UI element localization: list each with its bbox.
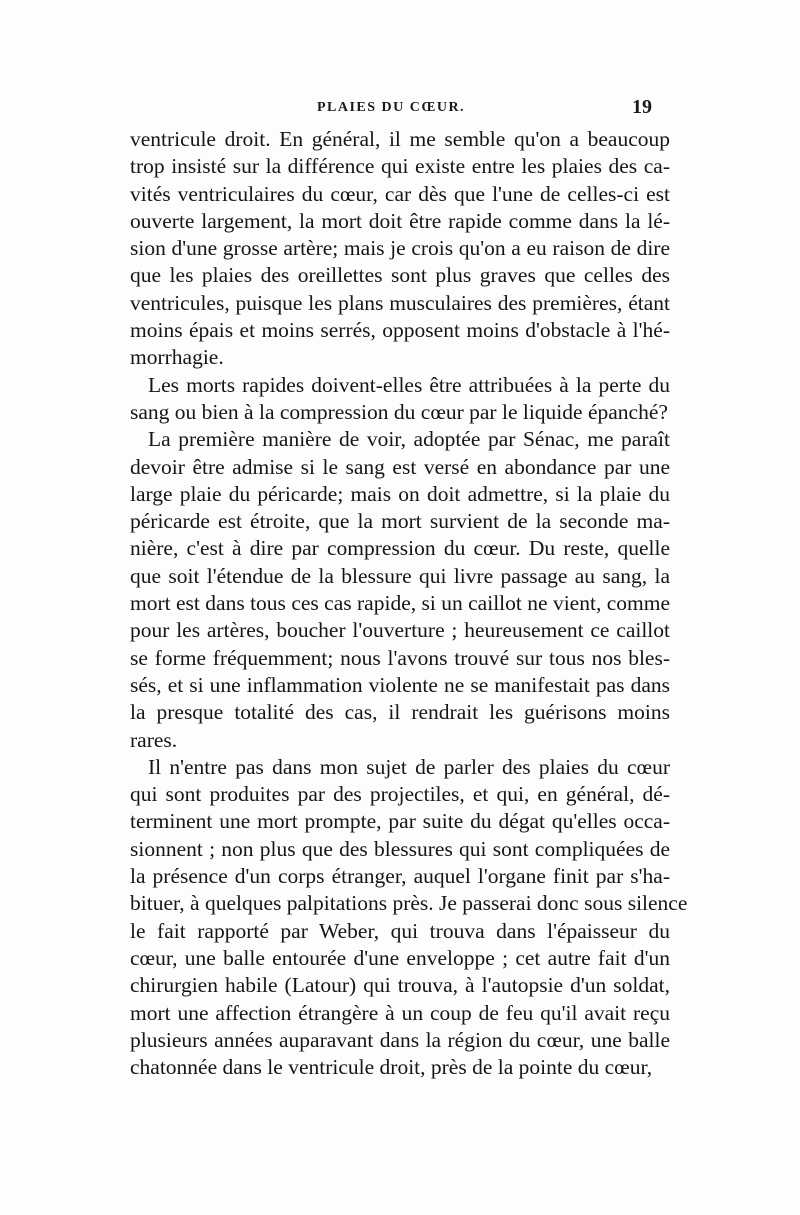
- body-text: [130, 126, 688, 1081]
- paragraph: [130, 426, 670, 754]
- text-line: que soit l'étendue de la blessure qui livre passage au sang, la: [130, 563, 670, 588]
- text-line: Les morts rapides doivent-elles être attribuées à la perte du: [148, 372, 670, 397]
- text-line: terminent une mort prompte, par suite du dégat qu'elles occa-: [130, 809, 670, 834]
- text-line: mort est dans tous ces cas rapide, si un caillot ne vient, comme: [130, 591, 670, 616]
- text-line: trop insisté sur la différence qui existe entre les plaies des ca-: [130, 154, 670, 179]
- text-line: ouverte largement, la mort doit être rapide comme dans la lé-: [130, 208, 670, 233]
- text-line: ventricule droit. En général, il me semble qu'on a beaucoup: [130, 127, 670, 151]
- text-line: bituer, à quelques palpitations près. Je passerai donc sous silence: [130, 891, 688, 916]
- text-line: plusieurs années auparavant dans la région du cœur, une balle: [130, 1027, 670, 1052]
- page-number: 19: [632, 96, 652, 118]
- text-line: La première manière de voir, adoptée par Sénac, me paraît: [148, 427, 670, 452]
- text-line: nière, c'est à dire par compression du cœur. Du reste, quelle: [130, 536, 670, 561]
- paragraph: [130, 754, 688, 1082]
- text-line: moins épais et moins serrés, opposent moins d'obstacle à l'hé-: [130, 318, 670, 343]
- text-line: Il n'entre pas dans mon sujet de parler des plaies du cœur: [148, 754, 670, 779]
- text-line: rares.: [130, 727, 178, 752]
- text-line: qui sont produites par des projectiles, et qui, en général, dé-: [130, 782, 670, 807]
- text-line: sionnent ; non plus que des blessures qui sont compliquées de: [130, 836, 670, 861]
- paragraph: [130, 126, 670, 372]
- text-line: devoir être admise si le sang est versé en abondance par une: [130, 454, 670, 479]
- text-line: la présence d'un corps étranger, auquel l'organe finit par s'ha-: [130, 864, 670, 889]
- paragraph: [130, 372, 670, 427]
- text-line: cœur, une balle entourée d'une enveloppe ; cet autre fait d'un: [130, 945, 670, 970]
- page-header: [130, 96, 652, 120]
- text-line: sés, et si une inflammation violente ne se manifestait pas dans: [130, 672, 670, 697]
- text-line: chatonnée dans le ventricule droit, près de la pointe du cœur,: [130, 1055, 653, 1080]
- text-line: mort une affection étrangère à un coup de feu qu'il avait reçu: [130, 1000, 670, 1025]
- text-line: péricarde est étroite, que la mort survient de la seconde ma-: [130, 509, 670, 534]
- text-line: pour les artères, boucher l'ouverture ; heureusement ce caillot: [130, 618, 670, 643]
- text-line: vités ventriculaires du cœur, car dès que l'une de celles-ci est: [130, 181, 670, 206]
- text-line: que les plaies des oreillettes sont plus graves que celles des: [130, 263, 670, 288]
- text-line: ventricules, puisque les plans musculaires des premières, étant: [130, 290, 670, 315]
- text-line: sion d'une grosse artère; mais je crois qu'on a eu raison de dire: [130, 236, 670, 261]
- text-line: se forme fréquemment; nous l'avons trouvé sur tous nos bles-: [130, 645, 670, 670]
- text-line: chirurgien habile (Latour) qui trouva, à l'autopsie d'un soldat,: [130, 973, 670, 998]
- text-line: la presque totalité des cas, il rendrait les guérisons moins: [130, 700, 670, 725]
- text-line: le fait rapporté par Weber, qui trouva dans l'épaisseur du: [130, 918, 670, 943]
- text-line: large plaie du péricarde; mais on doit admettre, si la plaie du: [130, 481, 670, 506]
- text-line: sang ou bien à la compression du cœur par le liquide épanché?: [130, 399, 668, 424]
- running-title: PLAIES DU CŒUR.: [316, 100, 466, 115]
- text-line: morrhagie.: [130, 345, 224, 370]
